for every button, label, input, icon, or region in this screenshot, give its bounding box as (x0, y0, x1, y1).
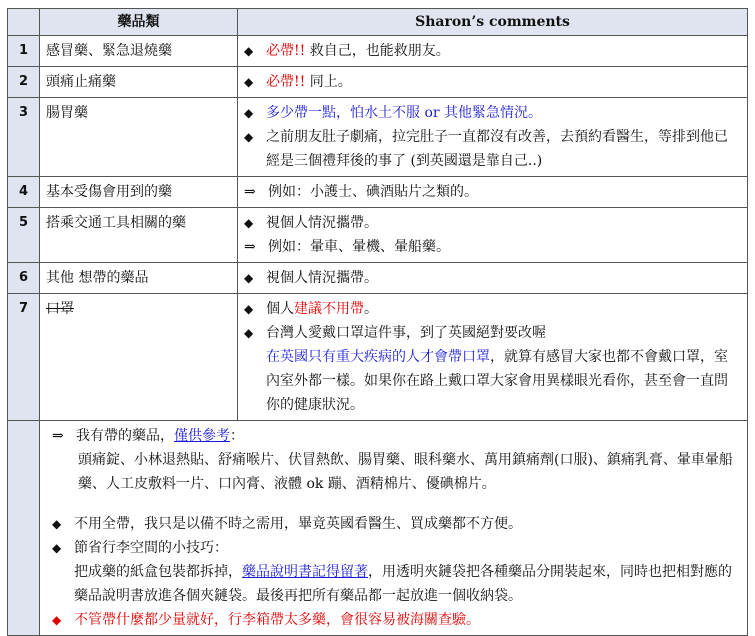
table-row (8, 177, 748, 208)
warning-text: 不管帶什麼都少量就好，行李箱帶太多藥，會很容易被海關查驗。 (74, 612, 480, 628)
footer-notes (40, 421, 748, 636)
comment-text: 救自己，也能救朋友。 (305, 43, 450, 59)
diamond-bullet-icon: ◆ (244, 106, 254, 120)
row-number: 7 (8, 294, 40, 421)
row-category: 搭乘交通工具相關的藥 (40, 208, 238, 263)
row-number: 2 (8, 67, 40, 98)
right-double-arrow-icon: ⇒ (52, 428, 64, 444)
table-row (8, 36, 748, 67)
row-comment (238, 263, 748, 294)
footer-num-cell (8, 421, 40, 636)
table-row (8, 67, 748, 98)
tip-text (52, 560, 741, 608)
comment-text: 例如：小護士、碘酒貼片之類的。 (268, 184, 478, 200)
row-comment (238, 98, 748, 177)
my-medicines-label: 我有帶的藥品， (76, 428, 174, 444)
header-comments: Sharon’s comments (238, 9, 748, 36)
diamond-bullet-icon: ◆ (52, 613, 62, 627)
note-text: 節省行李空間的小技巧： (74, 540, 228, 556)
comment-text: 同上。 (305, 74, 352, 90)
right-double-arrow-icon: ⇒ (244, 184, 256, 200)
comment-text: 多少帶一點，怕水土不服 or 其他緊急情況。 (266, 105, 543, 121)
comment-text: 視個人情況攜帶。 (266, 270, 378, 286)
spacer (52, 496, 741, 512)
row-comment (238, 177, 748, 208)
diamond-bullet-icon: ◆ (244, 302, 254, 316)
colon: ： (230, 428, 244, 444)
not-recommended-label: 建議不用帶 (294, 301, 364, 317)
right-double-arrow-icon: ⇒ (244, 239, 256, 255)
header-num-cell (8, 9, 40, 36)
row-category: 基本受傷會用到的藥 (40, 177, 238, 208)
must-bring-label: 必帶!! (266, 43, 306, 59)
table-row (8, 208, 748, 263)
row-category: 頭痛止痛藥 (40, 67, 238, 98)
diamond-bullet-icon: ◆ (244, 326, 254, 340)
diamond-bullet-icon: ◆ (52, 517, 62, 531)
row-comment (238, 67, 748, 98)
row-category: 感冒藥、緊急退燒藥 (40, 36, 238, 67)
diamond-bullet-icon: ◆ (244, 75, 254, 89)
highlight-text: 在英國只有重大疾病的人才會帶口罩 (266, 349, 490, 365)
row-number: 1 (8, 36, 40, 67)
table-row (8, 98, 748, 177)
my-medicines-list: 頭痛錠、小林退熱貼、舒痛喉片、伏冒熱飲、腸胃藥、眼科藥水、萬用鎮痛劑(口服)、鎮痛乳膏、暈車暈船藥、人工皮敷料一片、口內膏、液體 ok 蹦、酒精棉片、優碘棉片。 (78, 452, 733, 492)
diamond-bullet-icon: ◆ (52, 541, 62, 555)
comment-text: 個人 (266, 301, 294, 317)
table-row (8, 263, 748, 294)
medicine-table (7, 8, 748, 636)
diamond-bullet-icon: ◆ (244, 130, 254, 144)
header-category: 藥品類 (40, 9, 238, 36)
row-comment (238, 36, 748, 67)
must-bring-label: 必帶!! (266, 74, 306, 90)
keep-leaflet-note: 藥品說明書記得留著 (242, 564, 368, 580)
diamond-bullet-icon: ◆ (244, 44, 254, 58)
row-category: 口罩 (46, 301, 74, 317)
row-number: 6 (8, 263, 40, 294)
comment-text: 視個人情況攜帶。 (266, 215, 378, 231)
diamond-bullet-icon: ◆ (244, 216, 254, 230)
comment-text: 例如：暈車、暈機、暈船藥。 (268, 239, 450, 255)
comment-text: 台灣人愛戴口罩這件事，到了英國絕對要改喔 (266, 325, 546, 341)
footer-row (8, 421, 748, 636)
row-comment (238, 208, 748, 263)
row-number: 4 (8, 177, 40, 208)
row-number: 5 (8, 208, 40, 263)
note-text: 不用全帶，我只是以備不時之需用，畢竟英國看醫生、買成藥都不方便。 (74, 516, 522, 532)
diamond-bullet-icon: ◆ (244, 271, 254, 285)
table-row (8, 294, 748, 421)
row-category: 其他 想帶的藥品 (40, 263, 238, 294)
comment-text: 。 (364, 301, 378, 317)
comment-text: 之前朋友肚子劇痛，拉完肚子一直都沒有改善，去預約看醫生，等排到他已經是三個禮拜後的事了 (到英國還是靠自己..) (266, 129, 728, 169)
comment-text: ，就算有感冒大家也都不會戴口罩，室內室外都一樣。如果你在路上戴口罩大家會用異樣眼光看你，甚至會一直問你的健康狀況。 (266, 349, 728, 413)
for-reference-note: 僅供參考 (174, 428, 230, 444)
row-category: 腸胃藥 (40, 98, 238, 177)
tip-text-post: ，用透明夾鏈袋把各種藥品分開裝起來，同時也把相對應的藥品說明書放進各個夾鏈袋。最後再把所有藥品都一起放進一個收納袋。 (74, 564, 732, 604)
row-comment (238, 294, 748, 421)
row-number: 3 (8, 98, 40, 177)
tip-text-pre: 把成藥的紙盒包裝都拆掉， (74, 564, 242, 580)
table-header-row (8, 9, 748, 36)
